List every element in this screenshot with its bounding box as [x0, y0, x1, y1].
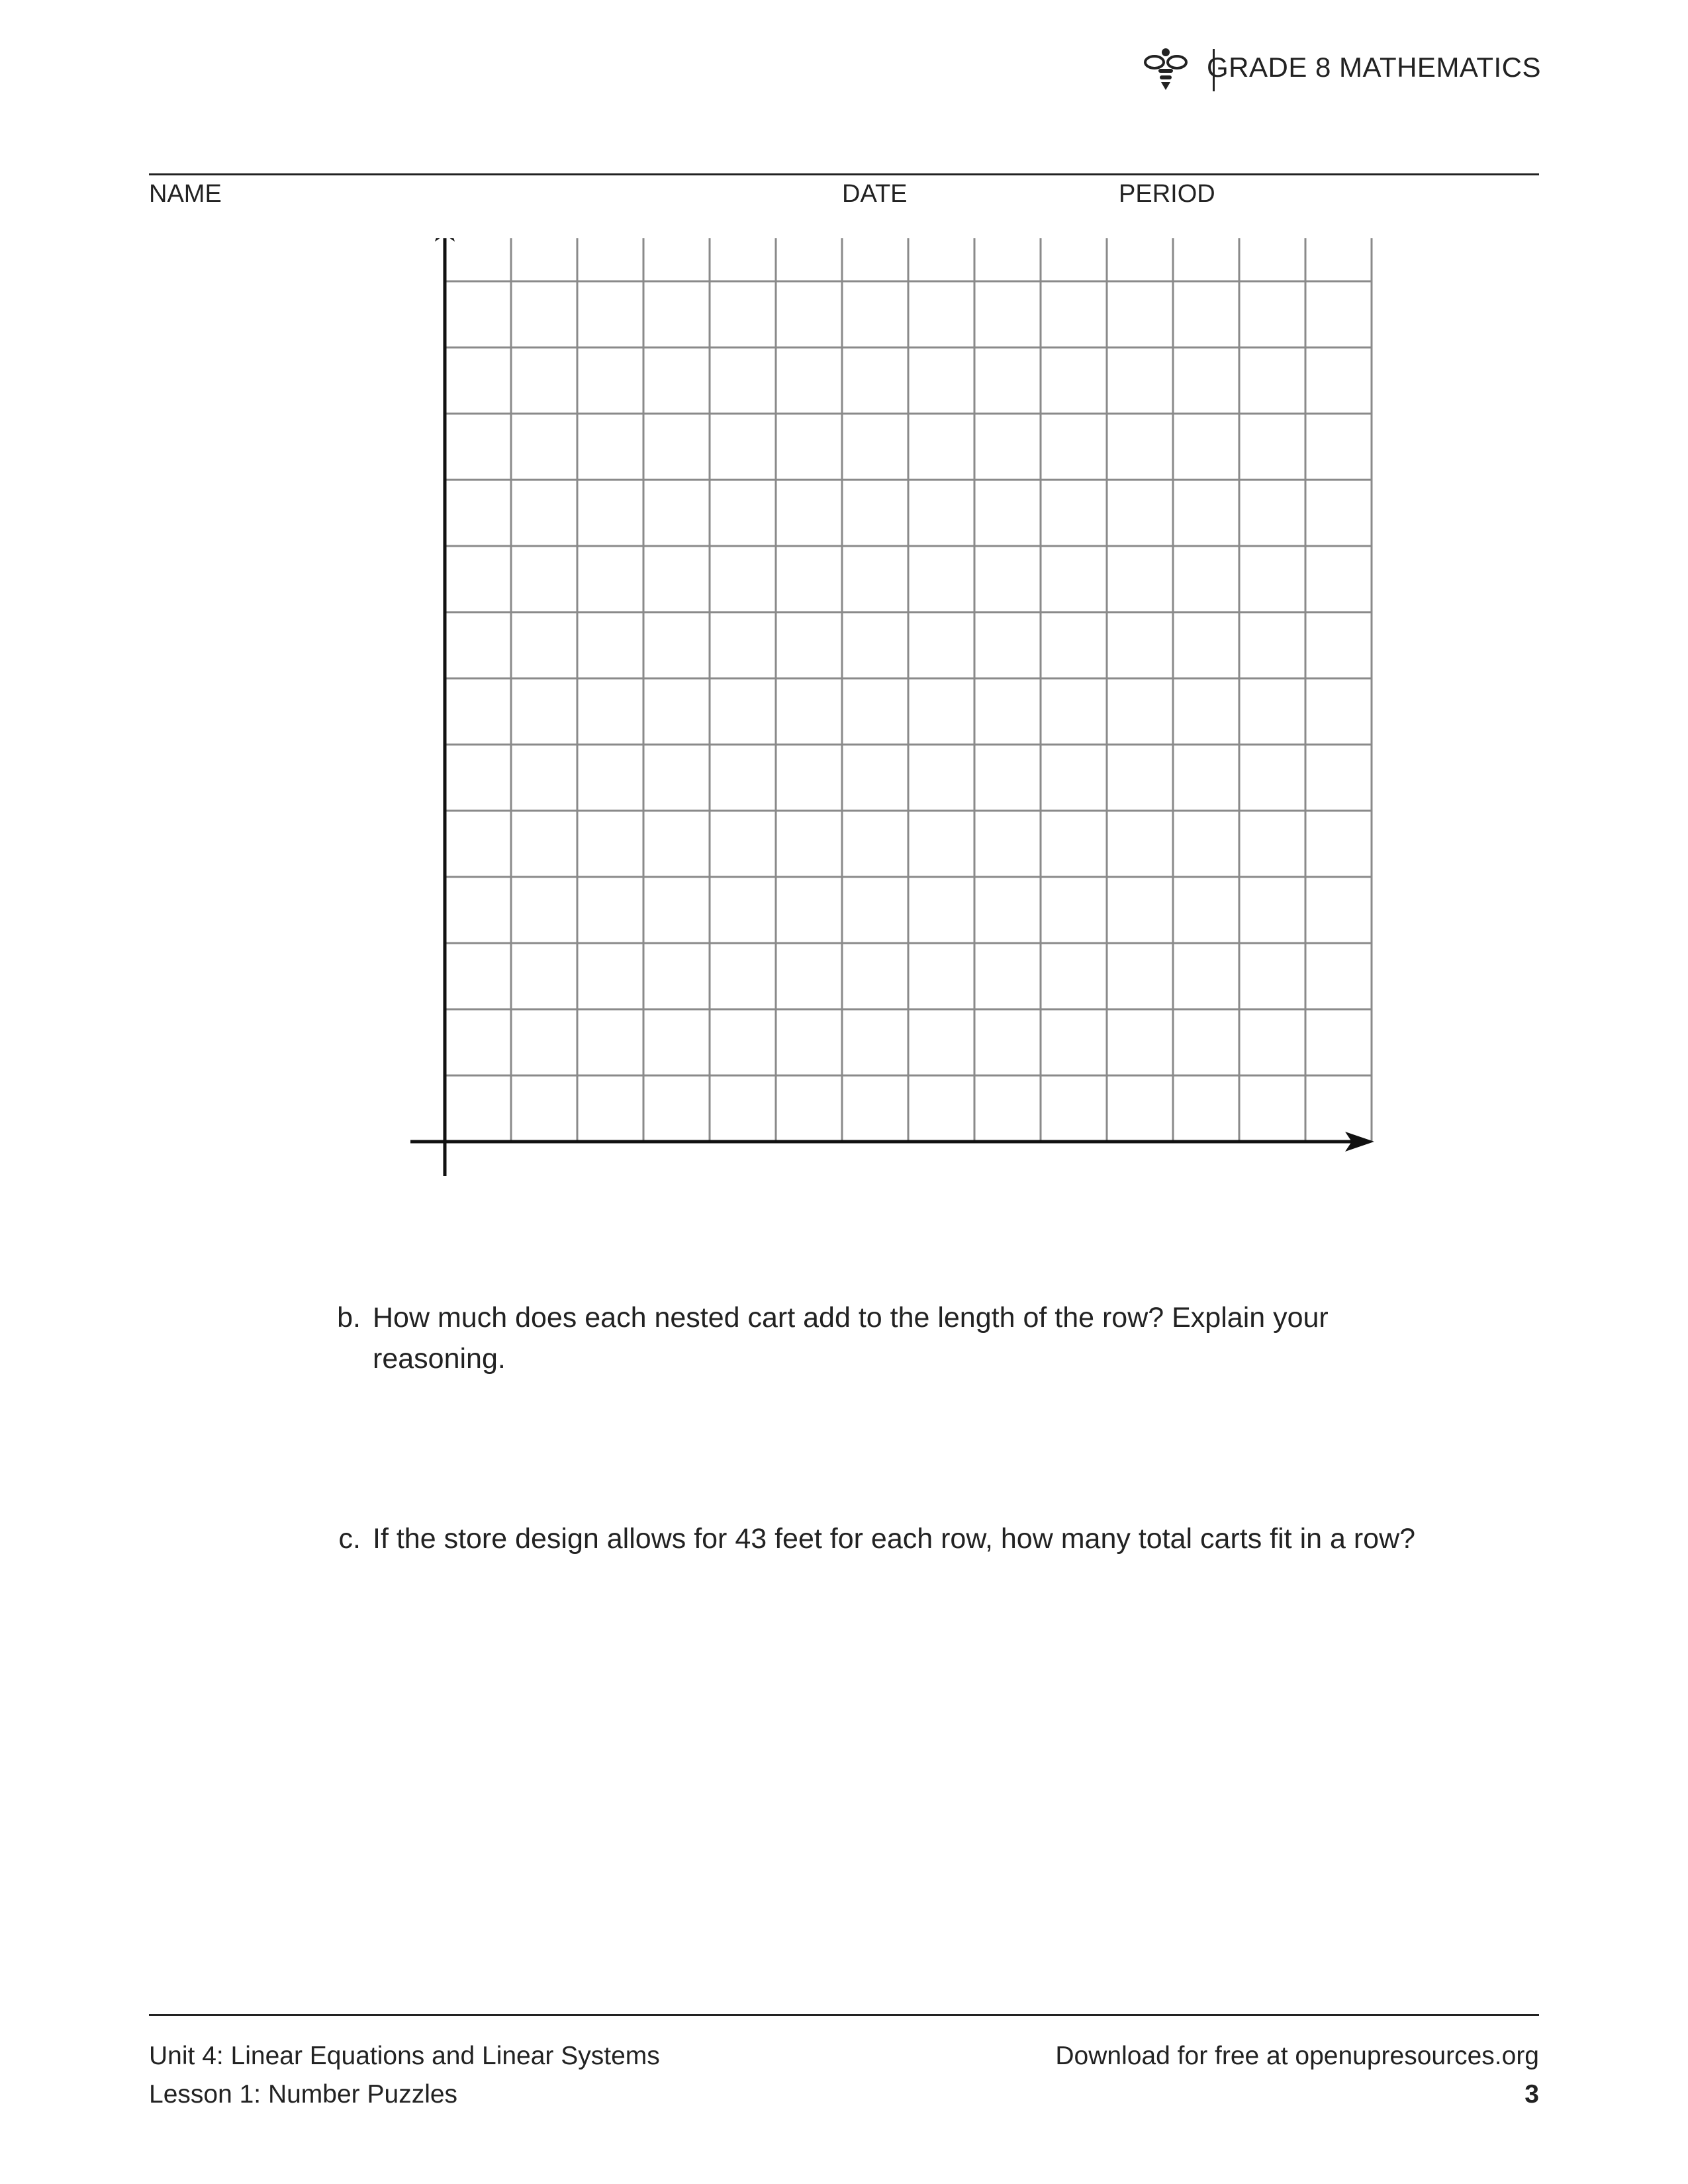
date-field-label: DATE [842, 180, 908, 208]
footer-lesson: Lesson 1: Number Puzzles [149, 2080, 458, 2109]
question-c-letter: c. [338, 1523, 361, 1555]
course-title: GRADE 8 MATHEMATICS [1207, 52, 1541, 83]
grid-svg [397, 238, 1390, 1191]
top-rule [149, 173, 1539, 175]
footer-rule [149, 2014, 1539, 2016]
footer-right [1055, 2037, 1539, 2114]
name-field-label: NAME [149, 180, 222, 208]
footer-download: Download for free at openupresources.org [1055, 2042, 1539, 2070]
coordinate-grid [397, 238, 1390, 1191]
page-number: 3 [1524, 2080, 1539, 2109]
question-b-letter: b. [337, 1302, 361, 1334]
question-c [321, 1518, 1513, 1565]
question-b-text: How much does each nested cart add to the length of the row? Explain your reasoning. [373, 1302, 1329, 1375]
bee-logo-icon [1144, 46, 1188, 94]
question-c-text: If the store design allows for 43 feet for each row, how many total carts fit in a row? [373, 1523, 1416, 1555]
question-b [321, 1297, 1513, 1383]
period-field-label: PERIOD [1119, 180, 1215, 208]
footer-unit: Unit 4: Linear Equations and Linear Systems [149, 2042, 660, 2070]
footer-left [149, 2037, 660, 2114]
